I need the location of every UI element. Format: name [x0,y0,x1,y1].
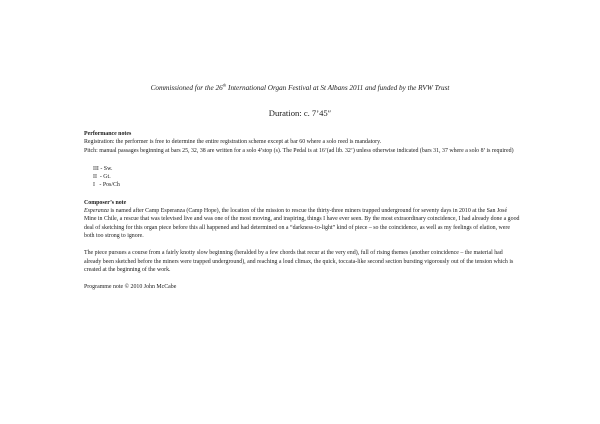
composers-note-paragraph-1 [84,207,520,240]
composers-note-paragraph-2: The piece pursues a course from a fairly knotty slow beginning (heralded by a few chords that recur at the very end), full of rising themes (another coincidence – the material had already been sketched before the miners were trapped underground), and reaching a loud climax, the quick, toccata-like second section bursting vigorously out of the tension which is created at the beginning of the work. [84,250,514,273]
performance-notes-heading: Performance notes [84,131,132,137]
notes-body [84,130,520,291]
duration: Duration: c. 7’45″ [268,108,332,118]
commission-line [0,84,600,92]
programme-note-credit: Programme note © 2010 John McCabe [84,284,177,291]
commission-suffix: International Organ Festival at St Albans 2011 and funded by the RVW Trust [226,84,450,92]
pitch-note: Pitch: manual passages beginning at bars 25, 32, 38 are written for a solo 4’stop (s). The Pedal is at 16’(ad lib. 32’) unless otherwise indicated (bars 31, 37 where a solo 8’ is required) [84,147,514,154]
manual-swell: III - Sw. [93,165,113,172]
commission-ordinal: th [222,82,227,88]
composers-note-text-1: is named after Camp Esperanza (Camp Hope), the location of the mission to rescue the thirty-three miners trapped underground for seventy days in 2010 at the San José Mine in Chile, a rescue that was televised live and was one of the most moving, and inspiring, things I have ever seen. By the most extraordinary coincidence, I had already done a good deal of sketching for this organ piece before this all happened and had determined on a “darkness-to-light” kind of piece – so the coincidence, as well as my feelings of elation, were both too strong to ignore. [84,208,520,239]
manual-great: II - Gt. [93,174,111,181]
registration-note: Registration: the performer is free to determine the entire registration scheme except at bar 60 where a solo reed is mandatory. [84,139,382,146]
manual-positive-choir: I - Pos/Ch [93,182,120,189]
manuals-list [93,165,520,190]
performance-notes [84,138,520,155]
piece-title: Esperanza [84,208,109,215]
commission-prefix: Commissioned for the 26 [150,84,223,92]
composers-note-heading: Composer’s note [84,199,127,206]
